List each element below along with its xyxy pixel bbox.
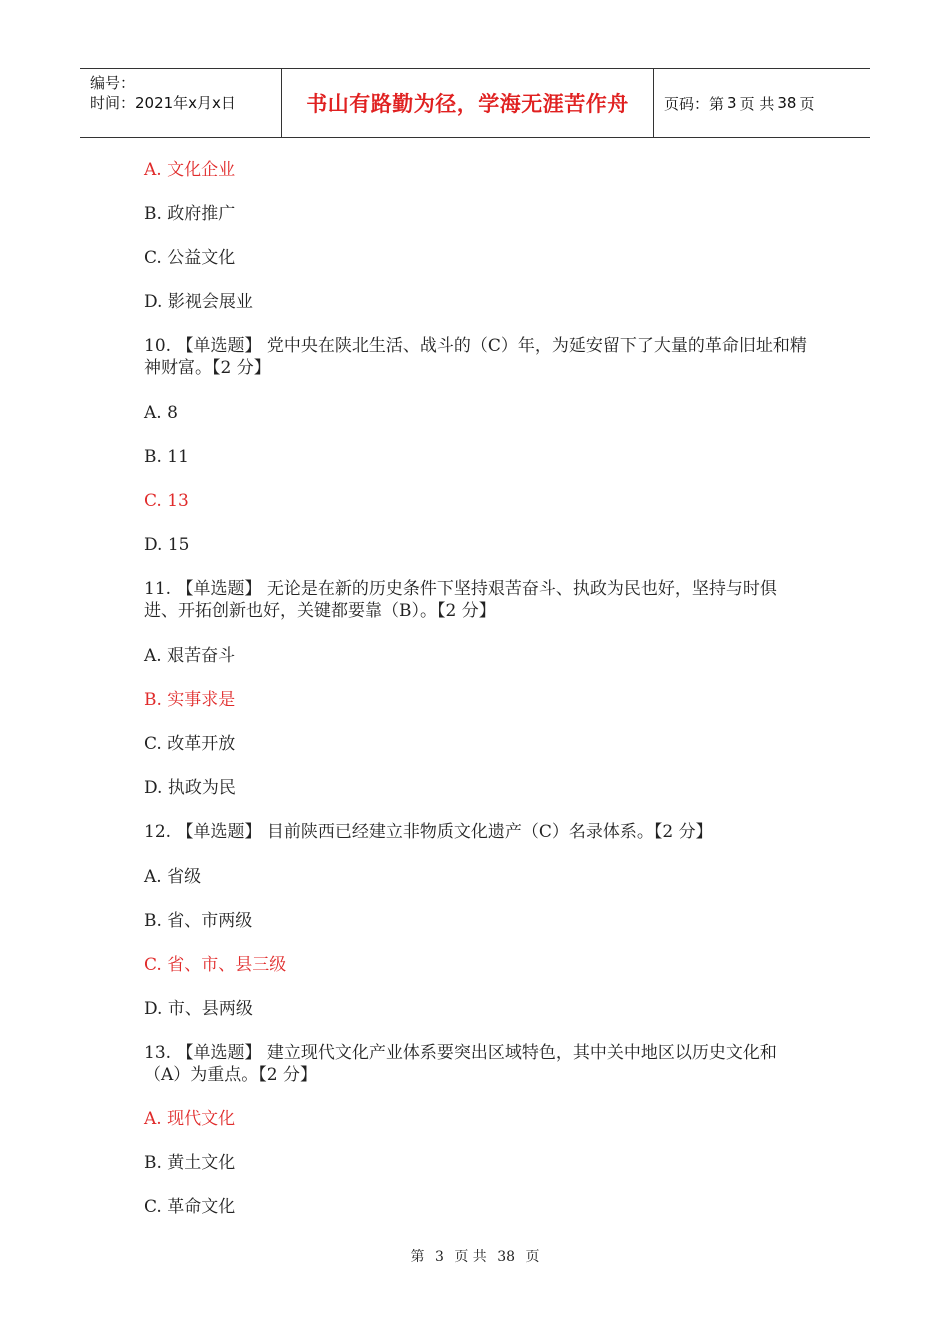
q12-option-b: B. 省、市两级: [144, 911, 253, 931]
footer-prefix: 第: [410, 1249, 425, 1265]
doc-time-label: 时间：2021年x月x日: [90, 94, 236, 112]
page-label: 页码：第: [664, 94, 725, 113]
q10-option-a: A. 8: [144, 403, 178, 423]
q11-option-b: B. 实事求是: [144, 690, 236, 710]
q13-option-a: A. 现代文化: [144, 1109, 236, 1129]
footer-total: 38: [497, 1249, 516, 1265]
q10-option-b: B. 11: [144, 447, 189, 467]
page-total: 38: [777, 94, 797, 112]
q12-option-c: C. 省、市、县三级: [144, 955, 287, 975]
doc-code-label: 编号：: [90, 74, 136, 92]
page-header: [80, 68, 870, 138]
q11-stem: 11. 【单选题】 无论是在新的历史条件下坚持艰苦奋斗、执政为民也好，坚持与时俱进、开拓创新也好，关键都要靠（B）。【2 分】: [144, 579, 777, 621]
q10-stem: 10. 【单选题】 党中央在陕北生活、战斗的（C）年，为延安留下了大量的革命旧址和精神财富。【2 分】: [144, 336, 807, 378]
q12-stem: 12. 【单选题】 目前陕西已经建立非物质文化遗产（C）名录体系。【2 分】: [144, 822, 713, 842]
footer-mid: 页 共: [454, 1249, 487, 1265]
q12-option-a: A. 省级: [144, 867, 202, 887]
header-meta: [80, 69, 282, 137]
q9-option-c: C. 公益文化: [144, 248, 236, 268]
q13-stem: 13. 【单选题】 建立现代文化产业体系要突出区域特色，其中关中地区以历史文化和（A）为重点。【2 分】: [144, 1043, 777, 1085]
q11-option-a: A. 艰苦奋斗: [144, 646, 236, 666]
header-motto: 书山有路勤为径，学海无涯苦作舟: [282, 69, 654, 137]
page-end: 页: [799, 94, 815, 113]
page-footer: [0, 1246, 950, 1266]
q9-option-d: D. 影视会展业: [144, 292, 253, 312]
q10-option-c: C. 13: [144, 491, 189, 511]
page-current: 3: [727, 94, 737, 112]
q12-option-d: D. 市、县两级: [144, 999, 253, 1019]
page-mid: 页 共: [739, 94, 775, 113]
q9-option-a: A. 文化企业: [144, 160, 236, 180]
q9-option-b: B. 政府推广: [144, 204, 236, 224]
footer-suffix: 页: [525, 1249, 540, 1265]
q11-option-c: C. 改革开放: [144, 734, 236, 754]
q13-option-c: C. 革命文化: [144, 1197, 236, 1217]
q11-option-d: D. 执政为民: [144, 778, 236, 798]
footer-current: 3: [434, 1249, 444, 1265]
q10-option-d: D. 15: [144, 535, 190, 555]
header-page-info: [654, 69, 870, 137]
q13-option-b: B. 黄土文化: [144, 1153, 236, 1173]
